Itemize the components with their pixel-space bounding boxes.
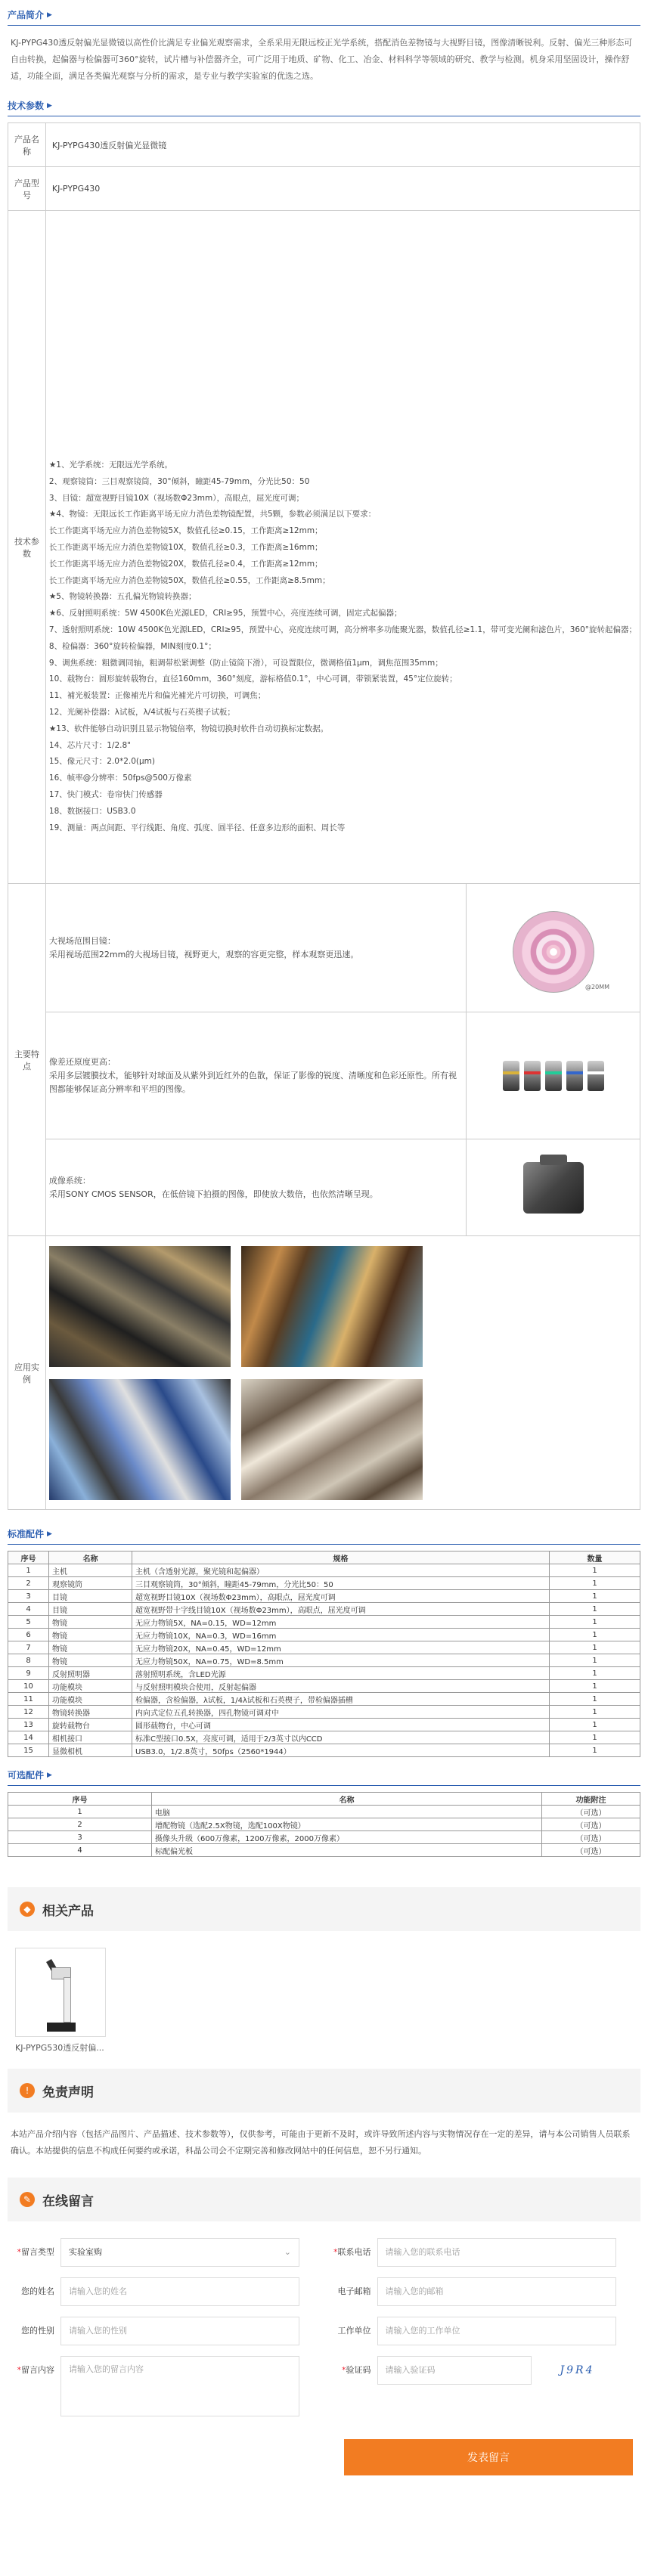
feature-item	[45, 1139, 466, 1236]
table-cell: （可选）	[542, 1806, 640, 1818]
related-product-name[interactable]: KJ-PYPG530透反射偏...	[15, 2043, 104, 2053]
tech-param-line: 14、芯片尺寸：1/2.8"	[48, 740, 131, 750]
sample-image	[241, 1379, 423, 1500]
table-row	[8, 1564, 640, 1577]
table-cell: 主机（含透射光源，聚光镜和起偏器）	[132, 1564, 550, 1577]
table-cell: 增配物镜（选配2.5X物镜，选配100X物镜）	[152, 1818, 542, 1831]
disclaimer-text: 本站产品介绍内容（包括产品图片、产品描述、技术参数等），仅供参考，可能由于更新不及时，或许导致所述内容与实物情况存在一定的差异，请与本公司销售人员联系确认。本站提供的信息不构成任何要约或承诺，科晶公司会不定期完善和修改网站中的任何信息，恕不另行通知。	[11, 2129, 631, 2156]
submit-button[interactable]: 发表留言	[344, 2439, 633, 2475]
table-cell: （可选）	[542, 1818, 640, 1831]
table-cell: 1	[550, 1616, 640, 1629]
table-cell: 无应力物镜10X，NA=0.3，WD=16mm	[132, 1629, 550, 1641]
tech-param-line: 9、调焦系统：粗微调同轴，粗调带松紧调整（防止镜筒下滑），可设置限位，微调格值1μm，调焦范围35mm；	[48, 658, 443, 668]
col-header: 名称	[152, 1793, 542, 1806]
tech-param-line: ★4、物镜：无限远长工作距离平场无应力消色差物镜配置，共5颗，参数必须满足以下要求：	[48, 510, 377, 519]
table-cell: 电脑	[152, 1806, 542, 1818]
field-label: 您的姓名	[21, 2286, 54, 2296]
table-cell: 落射照明系统，含LED光源	[132, 1667, 550, 1680]
table-cell: 1	[8, 1564, 49, 1577]
field-label: *留言内容	[17, 2365, 54, 2375]
cart-icon: ◆	[20, 1902, 35, 1917]
shield-icon: !	[20, 2083, 35, 2098]
captcha-image[interactable]: J9R4	[560, 2364, 595, 2376]
table-cell: 6	[8, 1629, 49, 1641]
table-row	[8, 1719, 640, 1731]
tech-param-line: ★6、反射照明系统：5W 4500K色光源LED，CRI≥95，预置中心，亮度连续可调，固定式起偏器；	[48, 609, 402, 618]
table-cell: 1	[550, 1641, 640, 1654]
optional-header	[8, 1765, 640, 1786]
tech-param-line: 长工作距离平场无应力消色差物镜5X，数值孔径≥0.15，工作距离≥12mm；	[48, 526, 323, 536]
table-cell: 与反射照明模块合使用，反射起偏器	[132, 1680, 550, 1693]
table-row	[8, 1603, 640, 1616]
message-title: 在线留言	[42, 2193, 94, 2209]
tech-params-list	[49, 457, 637, 836]
table-cell: 11	[8, 1693, 49, 1706]
tech-param-line: ★13、软件能够自动识别且显示物镜倍率，物镜切换时软件自动切换标定数据。	[48, 724, 329, 733]
table-cell: 物镜转换器	[49, 1706, 132, 1719]
table-cell: 三目观察镜筒，30°倾斜，瞳距45-79mm，分光比50：50	[132, 1577, 550, 1590]
objective-lens	[588, 1061, 604, 1091]
gender-input[interactable]: 请输入您的性别	[60, 2317, 299, 2345]
col-header: 功能附注	[542, 1793, 640, 1806]
table-cell: 1	[550, 1744, 640, 1757]
chevron-right-icon: ▶	[47, 1530, 52, 1538]
tech-params	[45, 211, 640, 884]
tech-param-line: 8、检偏器：360°旋转检偏器，MIN刻度0.1°；	[48, 641, 216, 651]
table-cell: 观察镜筒	[49, 1577, 132, 1590]
table-cell: 物镜	[49, 1629, 132, 1641]
related-product-thumb[interactable]	[15, 1948, 106, 2037]
feature-image	[467, 1139, 640, 1236]
table-cell: 2	[8, 1577, 49, 1590]
table-row	[8, 1693, 640, 1706]
feature-title: 大视场范围目镜：	[48, 935, 116, 946]
table-cell: 4	[8, 1844, 152, 1857]
table-cell: 1	[550, 1629, 640, 1641]
feature-image	[467, 1012, 640, 1139]
objective-lenses-image	[467, 1050, 640, 1102]
table-cell: 1	[550, 1693, 640, 1706]
table-cell: 标配偏光板	[152, 1844, 542, 1857]
sample-image	[49, 1379, 231, 1500]
table-cell: 目镜	[49, 1590, 132, 1603]
table-cell: 1	[550, 1654, 640, 1667]
field-label: 电子邮箱	[337, 2286, 371, 2296]
tech-header	[8, 95, 640, 116]
tech-param-line: 长工作距离平场无应力消色差物镜10X，数值孔径≥0.3，工作距离≥16mm；	[48, 542, 323, 552]
table-cell: 1	[550, 1719, 640, 1731]
chevron-right-icon: ▶	[47, 101, 52, 110]
table-cell: 无应力物镜50X，NA=0.75，WD=8.5mm	[132, 1654, 550, 1667]
spec-label: 技术参数	[8, 211, 46, 884]
table-row	[8, 1806, 640, 1818]
spec-label: 产品型号	[8, 167, 46, 211]
chevron-right-icon: ▶	[47, 1771, 52, 1779]
table-row	[8, 1590, 640, 1603]
table-cell: 主机	[49, 1564, 132, 1577]
gallery-cell	[45, 1236, 640, 1510]
field-label: *留言类型	[17, 2247, 54, 2257]
content-textarea[interactable]: 请输入您的留言内容	[60, 2356, 299, 2416]
table-cell: 1	[550, 1731, 640, 1744]
tech-param-line: 12、光阑补偿器：λ试板，λ/4试板与石英楔子试板；	[48, 707, 235, 717]
table-cell: 4	[8, 1603, 49, 1616]
feature-item	[45, 884, 466, 1012]
tech-param-line: 11、補光板装置：正像補光片和偏光補光片可切换，可调焦；	[48, 691, 266, 701]
feature-image	[467, 884, 640, 1012]
disclaimer-title: 免责声明	[42, 2085, 94, 2100]
feature-text: 采用SONY CMOS SENSOR，在低倍镜下拍摄的图像，即使放大数倍，也依然清晰呈现。	[48, 1189, 378, 1199]
related-list	[8, 1931, 640, 2064]
camera-image	[523, 1162, 584, 1214]
table-cell: 1	[550, 1706, 640, 1719]
spec-value: KJ-PYPG430透反射偏光显微镜	[45, 123, 640, 167]
feature-text: 采用多层镀膜技术，能够针对球面及从紫外到近红外的色散，保证了影像的锐度、清晰度和色彩还原性。所有视图都能够保证高分辨率和平坦的图像。	[48, 1070, 457, 1094]
intro-text: KJ-PYPG430透反射偏光显微镜以高性价比满足专业偏光观察需求，全系采用无限远校正光学系统，搭配消色差物镜与大视野目镜，图像清晰锐利。反射、偏光三种形态可自由转换，起偏器与检偏器可360°旋转，试片槽与补偿器齐全，可广泛用于地质、矿物、化工、冶金、材料科学等领域的研究、教学与检测。机身采用坚固设计，操作舒适，功能全面，满足各类偏光观察与分析的需求，是专业与教学实验室的优选之选。	[11, 38, 633, 81]
objective-lens	[524, 1061, 541, 1091]
sample-image	[49, 1246, 231, 1367]
optional-title: 可选配件	[8, 1770, 45, 1781]
tech-param-line: 7、透射照明系统：10W 4500K色光源LED，CRI≥95，预置中心，亮度连续可调，高分辨率多功能聚光器，数值孔径≥1.1，带可变光阑和滤色片，360°旋转起偏器；	[48, 625, 637, 634]
table-cell: 超宽视野目镜10X（视场数Φ23mm），高眼点，屈光度可调	[132, 1590, 550, 1603]
table-row	[8, 1706, 640, 1719]
gallery-label: 应用实例	[8, 1236, 46, 1510]
intro-header	[8, 5, 640, 26]
field-label: 工作单位	[337, 2326, 371, 2336]
objective-lens	[503, 1061, 519, 1091]
table-row	[8, 1744, 640, 1757]
field-label: *联系电话	[333, 2247, 371, 2257]
table-cell: 5	[8, 1616, 49, 1629]
table-row	[8, 1831, 640, 1844]
tech-param-line: 3、目镜：超宽视野目镜10X（视场数Φ23mm），高眼点，屈光度可调；	[48, 493, 304, 503]
features-label: 主要特点	[8, 884, 46, 1236]
col-header: 序号	[8, 1793, 152, 1806]
col-header: 名称	[49, 1551, 132, 1564]
eyepiece-field-image	[513, 911, 594, 993]
table-cell: 相机接口	[49, 1731, 132, 1744]
table-cell: 1	[8, 1806, 152, 1818]
objective-lens	[566, 1061, 583, 1091]
sample-image	[241, 1246, 423, 1367]
table-cell: 1	[550, 1577, 640, 1590]
table-row	[8, 1654, 640, 1667]
name-input[interactable]: 请输入您的姓名	[60, 2277, 299, 2306]
feature-item	[45, 1012, 466, 1139]
image-caption: @20MM	[585, 984, 609, 990]
field-label: *验证码	[342, 2365, 371, 2375]
table-cell: 物镜	[49, 1616, 132, 1629]
table-cell: 2	[8, 1818, 152, 1831]
spec-label: 产品名称	[8, 123, 46, 167]
col-header: 数量	[550, 1551, 640, 1564]
table-cell: 摄像头升级（600万像素，1200万像素，2000万像素）	[152, 1831, 542, 1844]
company-input[interactable]: 请输入您的工作单位	[377, 2317, 616, 2345]
message-form	[8, 2221, 640, 2475]
intro-title: 产品简介	[8, 10, 45, 20]
captcha-input[interactable]: 请输入验证码	[377, 2356, 532, 2385]
email-input[interactable]: 请输入您的邮箱	[377, 2277, 616, 2306]
related-title: 相关产品	[42, 1903, 94, 1919]
table-row	[8, 1731, 640, 1744]
table-cell: 旋转载物台	[49, 1719, 132, 1731]
tech-param-line: 10、载物台：圆形旋转载物台，直径160mm，360°刻度，游标格值0.1°，中心可调，带锁紧装置，45°定位旋转；	[48, 674, 457, 684]
tech-param-line: 长工作距离平场无应力消色差物镜20X，数值孔径≥0.4，工作距离≥12mm；	[48, 559, 323, 569]
standard-title: 标准配件	[8, 1529, 45, 1539]
microscope-image	[45, 1960, 76, 2032]
table-cell: 15	[8, 1744, 49, 1757]
table-cell: 3	[8, 1590, 49, 1603]
chevron-down-icon: ⌄	[284, 2247, 291, 2257]
feature-title: 像差还原度更高：	[48, 1056, 116, 1067]
table-cell: 内向式定位五孔转换器，四孔物镜可调对中	[132, 1706, 550, 1719]
tech-param-line: 长工作距离平场无应力消色差物镜50X，数值孔径≥0.55，工作距离≥8.5mm；	[48, 575, 330, 585]
table-row	[8, 1818, 640, 1831]
table-row	[8, 1641, 640, 1654]
objective-lens	[545, 1061, 562, 1091]
tech-param-line: 16、帧率@分辨率：50fps@500万像素	[48, 773, 192, 783]
table-row	[8, 1680, 640, 1693]
table-cell: 无应力物镜20X，NA=0.45，WD=12mm	[132, 1641, 550, 1654]
table-cell: 超宽视野带十字线目镜10X（视场数Φ23mm），高眼点，屈光度可调	[132, 1603, 550, 1616]
field-label: 您的性别	[21, 2326, 54, 2336]
table-cell: 显微相机	[49, 1744, 132, 1757]
gallery	[46, 1242, 640, 1505]
col-header: 序号	[8, 1551, 49, 1564]
phone-input[interactable]: 请输入您的联系电话	[377, 2238, 616, 2267]
tech-param-line: ★1、光学系统：无限远光学系统。	[48, 460, 172, 470]
optional-table	[8, 1792, 640, 1857]
message-icon: ✎	[20, 2192, 35, 2207]
table-cell: （可选）	[542, 1844, 640, 1857]
spec-value: KJ-PYPG430	[45, 167, 640, 211]
standard-table	[8, 1551, 640, 1757]
feature-text: 采用视场范围22mm的大视场目镜，视野更大，观察的容更完整，样本观察更迅速。	[48, 949, 359, 959]
table-row	[8, 1844, 640, 1857]
table-cell: 3	[8, 1831, 152, 1844]
table-cell: 无应力物镜5X，NA=0.15，WD=12mm	[132, 1616, 550, 1629]
table-cell: 标准C型接口0.5X，亮度可调，适用于2/3英寸以内CCD	[132, 1731, 550, 1744]
table-cell: 7	[8, 1641, 49, 1654]
col-header: 规格	[132, 1551, 550, 1564]
message-bar	[8, 2178, 640, 2221]
table-cell: 功能模块	[49, 1693, 132, 1706]
tech-param-line: 17、快门模式：卷帘快门传感器	[48, 789, 163, 799]
table-cell: 10	[8, 1680, 49, 1693]
table-cell: 检偏器，含检偏器，λ试板，1/4λ试板和石英楔子，带检偏器插槽	[132, 1693, 550, 1706]
table-cell: 1	[550, 1603, 640, 1616]
related-bar	[8, 1887, 640, 1931]
table-row	[8, 1667, 640, 1680]
tech-param-line: 2、观察镜筒：三目观察镜筒，30°倾斜，瞳距45-79mm，分光比50：50	[48, 476, 310, 486]
table-row	[8, 1577, 640, 1590]
table-cell: 9	[8, 1667, 49, 1680]
table-cell: 12	[8, 1706, 49, 1719]
spec-table	[8, 122, 640, 1510]
feature-title: 成像系统：	[48, 1175, 91, 1186]
table-cell: 功能模块	[49, 1680, 132, 1693]
table-cell: 反射照明器	[49, 1667, 132, 1680]
disclaimer-bar	[8, 2069, 640, 2113]
table-cell: （可选）	[542, 1831, 640, 1844]
message-type-select[interactable]: 实验室购 ⌄	[60, 2238, 299, 2267]
tech-param-line: 15、像元尺寸：2.0*2.0(μm)	[48, 757, 155, 767]
tech-param-line: ★5、物镜转换器：五孔偏光物镜转换器；	[48, 592, 197, 602]
chevron-right-icon: ▶	[47, 11, 52, 19]
table-cell: 目镜	[49, 1603, 132, 1616]
table-cell: 8	[8, 1654, 49, 1667]
tech-param-line: 18、数据接口：USB3.0	[48, 806, 136, 816]
table-cell: 1	[550, 1667, 640, 1680]
table-cell: 1	[550, 1680, 640, 1693]
tech-title: 技术参数	[8, 101, 45, 111]
standard-header	[8, 1524, 640, 1545]
table-row	[8, 1616, 640, 1629]
table-row	[8, 1629, 640, 1641]
table-cell: 1	[550, 1590, 640, 1603]
table-cell: 14	[8, 1731, 49, 1744]
table-cell: 13	[8, 1719, 49, 1731]
table-cell: 圆形载物台，中心可调	[132, 1719, 550, 1731]
table-cell: 物镜	[49, 1641, 132, 1654]
table-cell: 物镜	[49, 1654, 132, 1667]
table-cell: 1	[550, 1564, 640, 1577]
table-cell: USB3.0，1/2.8英寸，50fps（2560*1944）	[132, 1744, 550, 1757]
tech-param-line: 19、测量：两点间距、平行线距、角度、弧度、圆半径、任意多边形的面积、周长等	[48, 823, 346, 832]
